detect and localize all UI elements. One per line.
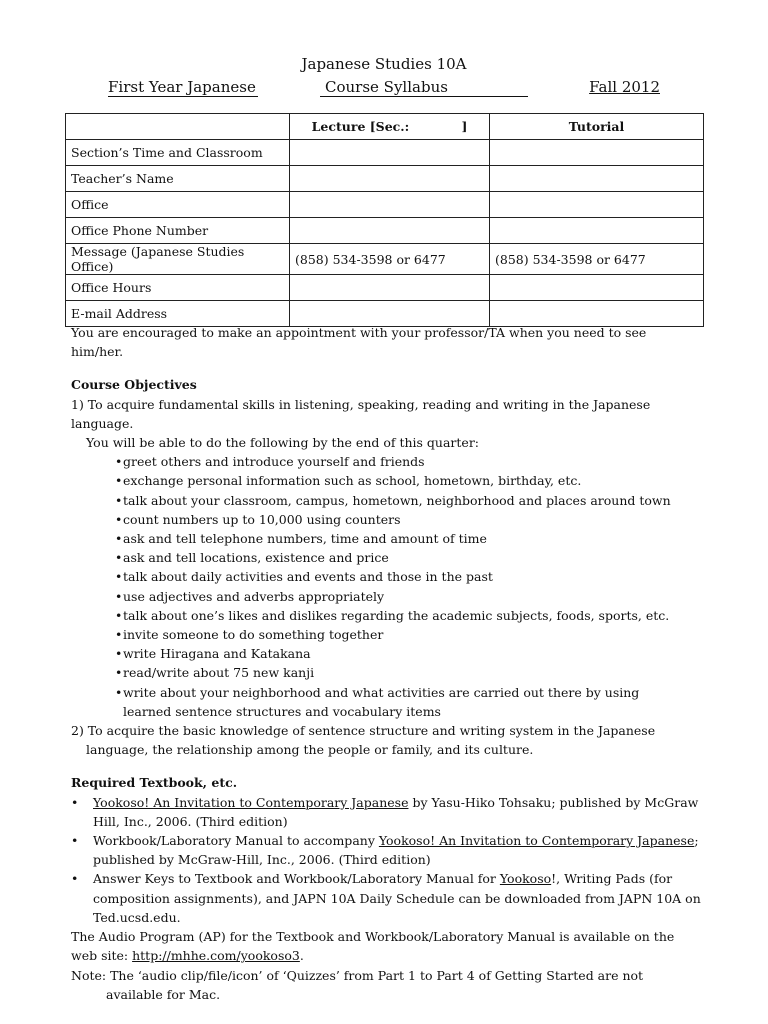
subtitle-middle: Course Syllabus [325, 78, 448, 96]
list-item: • talk about daily activities and events and those in the past [115, 567, 701, 586]
textbook-details: by Yasu-Hiko Tohsaku; published by McGraw Hill, Inc., 2006. (Third edition) [93, 794, 699, 829]
list-item: • write Hiragana and Katakana [115, 644, 701, 663]
answer-keys-details: !, Writing Pads (for composition assignments), and JAPN 10A Daily Schedule can be downloaded from JAPN 10A on Ted.ucsd.edu. [93, 871, 701, 925]
table-row [66, 275, 704, 301]
subtitle-left: First Year Japanese [108, 78, 256, 96]
row-label: E-mail Address [66, 301, 290, 327]
answer-keys-title: Yookoso [499, 871, 552, 887]
list-item: • greet others and introduce yourself and friends [115, 452, 701, 471]
table-row [66, 140, 704, 166]
row-label: Office Hours [66, 275, 290, 301]
objective-2: 2) To acquire the basic knowledge of sentence structure and writing system in the Japanese language, the relationship among the people or family, and its culture. [71, 723, 656, 758]
workbook-title: Yookoso! An Invitation to Contemporary Japanese [378, 833, 695, 849]
objective-bullet-list [71, 452, 701, 721]
syllabus-body [71, 323, 701, 1004]
row-label: Office Phone Number [66, 218, 290, 244]
lecture-cell [290, 140, 490, 166]
subtitle-underline-middle [320, 78, 528, 97]
list-item [71, 793, 701, 831]
section-spacer [71, 759, 701, 773]
list-item: • use adjectives and adverbs appropriately [115, 587, 701, 606]
lecture-cell [290, 166, 490, 192]
list-item: • read/write about 75 new kanji [115, 663, 701, 682]
row-label: Message (Japanese Studies Office) [66, 244, 290, 275]
tutorial-cell: (858) 534-3598 or 6477 [490, 244, 704, 275]
objective-1: 1) To acquire fundamental skills in listening, speaking, reading and writing in the Japanese language. [71, 396, 651, 431]
lecture-cell [290, 192, 490, 218]
workbook-prefix: Workbook/Laboratory Manual to accompany [93, 833, 379, 849]
textbook-title: Yookoso! An Invitation to Contemporary Japanese [93, 794, 409, 810]
subtitle-row [108, 78, 660, 98]
lecture-cell [290, 275, 490, 301]
tutorial-cell [490, 275, 704, 301]
table-row [66, 244, 704, 275]
course-info-table [65, 113, 704, 327]
lecture-cell [290, 218, 490, 244]
row-label: Section’s Time and Classroom [66, 140, 290, 166]
audio-program-link[interactable]: http://mhhe.com/yookoso3 [132, 948, 300, 964]
course-title: Japanese Studies 10A [301, 55, 467, 73]
list-item: • talk about your classroom, campus, hometown, neighborhood and places around town [115, 491, 701, 510]
tutorial-cell [490, 192, 704, 218]
table-header-row [66, 114, 704, 140]
list-item: • write about your neighborhood and what activities are carried out there by using learned sentence structures and vocabulary items [115, 683, 701, 721]
list-item: • ask and tell telephone numbers, time and amount of time [115, 529, 701, 548]
row-label: Office [66, 192, 290, 218]
audio-program-text: The Audio Program (AP) for the Textbook and Workbook/Laboratory Manual is available on the web site: [71, 929, 675, 964]
lecture-cell: (858) 534-3598 or 6477 [290, 244, 490, 275]
tutorial-cell [490, 166, 704, 192]
table-header-blank [66, 114, 290, 140]
objective-1-sub: You will be able to do the following by the end of this quarter: [86, 435, 480, 451]
answer-keys-prefix: Answer Keys to Textbook and Workbook/Laboratory Manual for [93, 871, 500, 887]
workbook-details: ; published by McGraw-Hill, Inc., 2006. (Third edition) [93, 833, 699, 868]
table-row [66, 192, 704, 218]
audio-program-end: . [299, 948, 304, 964]
list-item: • exchange personal information such as school, hometown, birthday, etc. [115, 471, 701, 490]
objectives-heading: Course Objectives [71, 377, 197, 393]
table-row [66, 166, 704, 192]
list-item: • count numbers up to 10,000 using counters [115, 510, 701, 529]
mac-note: Note: The ‘audio clip/file/icon’ of ‘Quizzes’ from Part 1 to Part 4 of Getting Started are not available for Mac. [71, 967, 644, 1002]
row-label: Teacher’s Name [66, 166, 290, 192]
textbook-heading: Required Textbook, etc. [71, 775, 238, 791]
textbook-list [71, 793, 701, 927]
list-item [71, 869, 701, 927]
list-item: • talk about one’s likes and dislikes regarding the academic subjects, foods, sports, etc. [115, 606, 701, 625]
table-row [66, 218, 704, 244]
tutorial-cell [490, 140, 704, 166]
subtitle-right: Fall 2012 [589, 78, 660, 96]
audio-program-note [71, 927, 701, 965]
list-item: • invite someone to do something together [115, 625, 701, 644]
tutorial-cell [490, 218, 704, 244]
table-header-lecture: Lecture [Sec.: ] [290, 114, 490, 140]
list-item [71, 831, 701, 869]
table-header-tutorial: Tutorial [490, 114, 704, 140]
list-item: • ask and tell locations, existence and price [115, 548, 701, 567]
appointment-note: You are encouraged to make an appointment with your professor/TA when you need to see him/her. [71, 325, 647, 360]
